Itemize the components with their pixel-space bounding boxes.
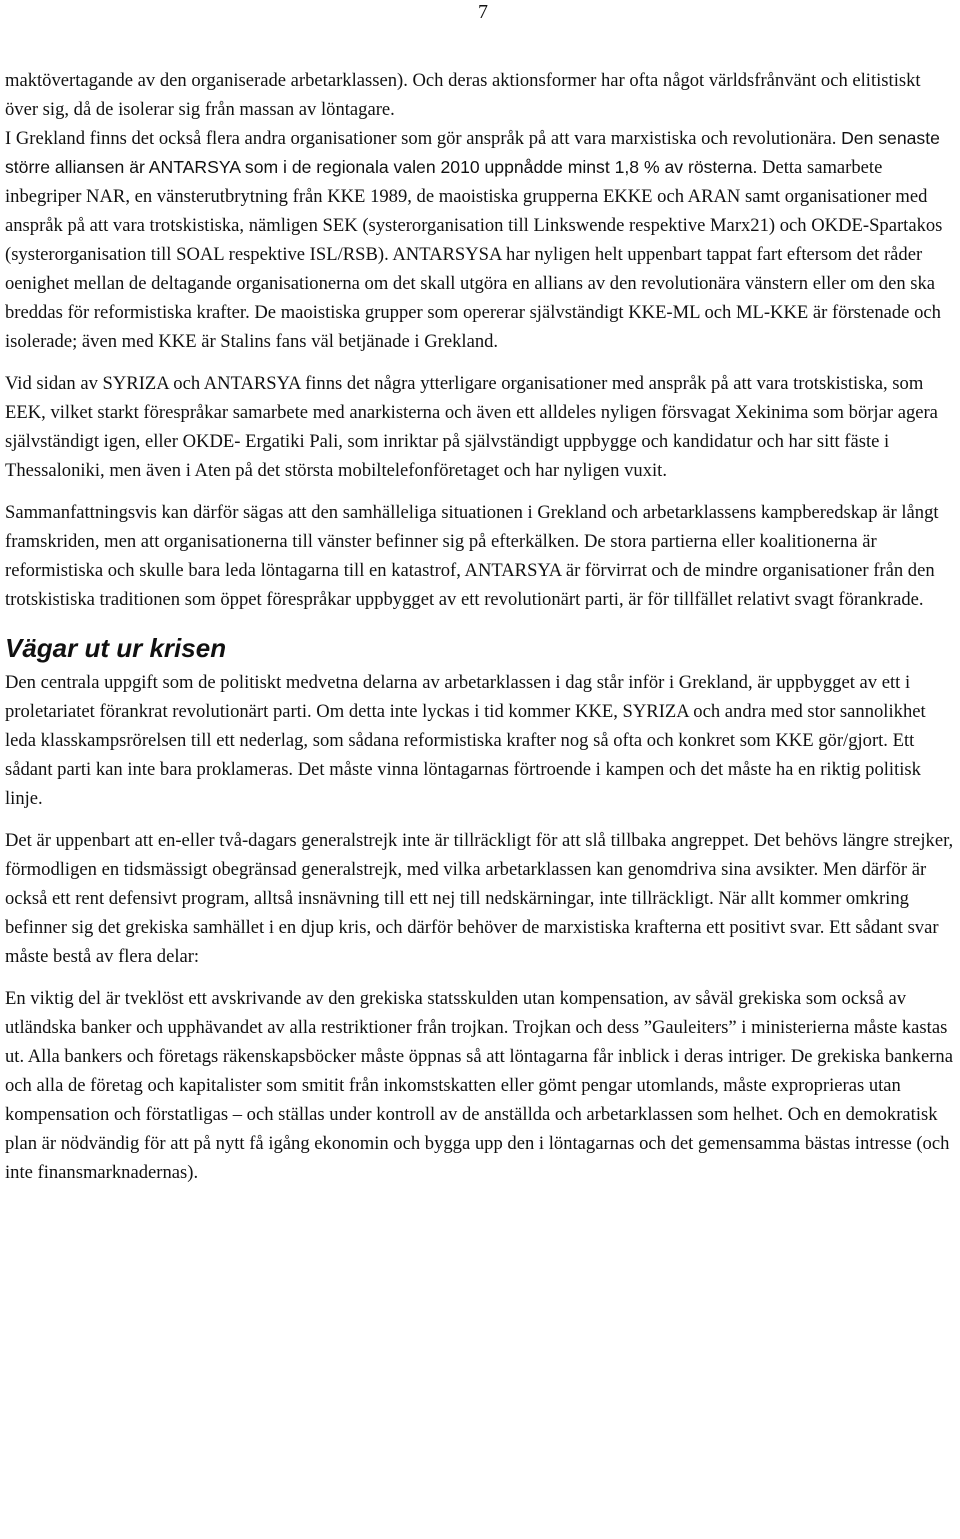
paragraph-general-strike <box>5 826 955 971</box>
paragraph-7-text: En viktig del är tveklöst ett avskrivande av den grekiska statsskulden utan kompensation, av såväl grekiska som också av utländska banker och upphävandet av alla restriktioner från trojkan. Trojkan och dess ”Gauleiters” i ministerierna måste kastas ut. Alla bankers och företags räkenskapsböcker måste öppnas så att löntagarna får inblick i deras intriger. De grekiska bankerna och alla de företag och kapitalister som smitit från inkomstskatten eller gömt pengar utomlands, måste exproprieras utan kompensation och förstatligas – och ställas under kontroll av de anställda och arbetarklassen som helhet. Och en demokratisk plan är nödvändig för att på nytt få igång ekonomin och bygga upp den i löntagarnas och det gemensamma bästas intresse (och inte finansmarknadernas). <box>5 988 953 1183</box>
paragraph-6-text: Det är uppenbart att en-eller två-dagars generalstrejk inte är tillräckligt för att slå tillbaka angreppet. Det behövs längre strejker, förmodligen en tidsmässigt obegränsad generalstrejk, med vilka arbetarklassen kan genomdriva sina avsikter. Men därför är också ett rent defensivt program, alltså insnävning till ett nej till nedskärningar, inte tillräckligt. När allt kommer omkring befinner sig det grekiska samhället i en djup kris, och därför behöver de marxistiska krafterna ett positivt svar. Ett sådant svar måste bestå av flera delar: <box>5 830 954 967</box>
paragraph-2-text-c: Detta samarbete inbegriper NAR, en vänsterutbrytning från KKE 1989, de maoistiska grupperna EKKE och ARAN samt organisationer med anspråk på att vara trotskistiska, nämligen SEK (systerorganisation till Linkswende respektive Marx21) och OKDE-Spartakos (systerorganisation till SOAL respektive ISL/RSB). ANTARSYSA har nyligen helt uppenbart tappat fart eftersom det råder oenighet mellan de deltagande organisationerna om det skall utgöra en allians av den revolutionära vänstern eller om den ska breddas för reformistiska krafter. De maoistiska grupper som opererar självständigt KKE-ML och ML-KKE är förstenade och isolerade; även med KKE är Stalins fans väl betjänade i Grekland. <box>5 157 943 352</box>
paragraph-central-task <box>5 668 955 813</box>
page-number: 7 <box>478 1 488 23</box>
paragraph-2-text-a: I Grekland finns det också flera andra organisationer som gör anspråk på att vara marxistiska och revolutionära. <box>5 128 842 149</box>
document-body <box>5 66 955 1187</box>
section-heading: Vägar ut ur krisen <box>5 633 227 663</box>
paragraph-2-text-b: Den senaste större alliansen är ANTARSYA som i de regionala valen 2010 uppnådde minst 1,8 % av rösterna. <box>5 128 940 177</box>
paragraph-1-text: maktövertagande av den organiserade arbetarklassen). Och deras aktionsformer har ofta något världsfrånvänt och elitistiskt över sig, då de isolerar sig från massan av löntagare. <box>5 70 921 120</box>
paragraph-debt-cancellation <box>5 984 955 1187</box>
paragraph-intro-continuation <box>5 66 955 124</box>
paragraph-5-text: Den centrala uppgift som de politiskt medvetna delarna av arbetarklassen i dag står inför i Grekland, är uppbygget av ett i proletariatet förankrat revolutionärt parti. Om detta inte lyckas i tid kommer KKE, SYRIZA och andra med stor sannolikhet leda klasskampsrörelsen till ett nederlag, som sådana reformistiska krafter nog så ofta och konkret som KKE gör/gjort. Ett sådant parti kan inte bara proklameras. Det måste vinna löntagarnas förtroende i kampen och det måste ha en riktig politisk linje. <box>5 672 926 809</box>
paragraph-4-text: Sammanfattningsvis kan därför sägas att den samhälleliga situationen i Grekland och arbetarklassens kampberedskap är långt framskriden, men att organisationerna till vänster befinner sig på efterkälken. De stora partierna eller koalitionerna är reformistiska och skulle bara leda löntagarna till en katastrof, ANTARSYA är förvirrat och de mindre organisationer från den trotskistiska traditionen som öppet förespråkar uppbygget av ett revolutionärt parti, är för tillfället relativt svagt förankrade. <box>5 502 939 610</box>
paragraph-other-organisations <box>5 369 955 485</box>
paragraph-3-text: Vid sidan av SYRIZA och ANTARSYA finns det några ytterligare organisationer med anspråk på att vara trotskistiska, som EEK, vilket starkt förespråkar samarbete med anarkisterna och även ett alldeles nyligen försvagat Xekinima som börjar agera självständigt igen, eller OKDE- Ergatiki Pali, som inriktar på självständigt uppbygge och kandidatur och har sitt fäste i Thessaloniki, men även i Aten på det största mobiltelefonföretaget och har nyligen vuxit. <box>5 373 938 481</box>
paragraph-summary <box>5 498 955 614</box>
paragraph-greek-organisations <box>5 124 955 356</box>
